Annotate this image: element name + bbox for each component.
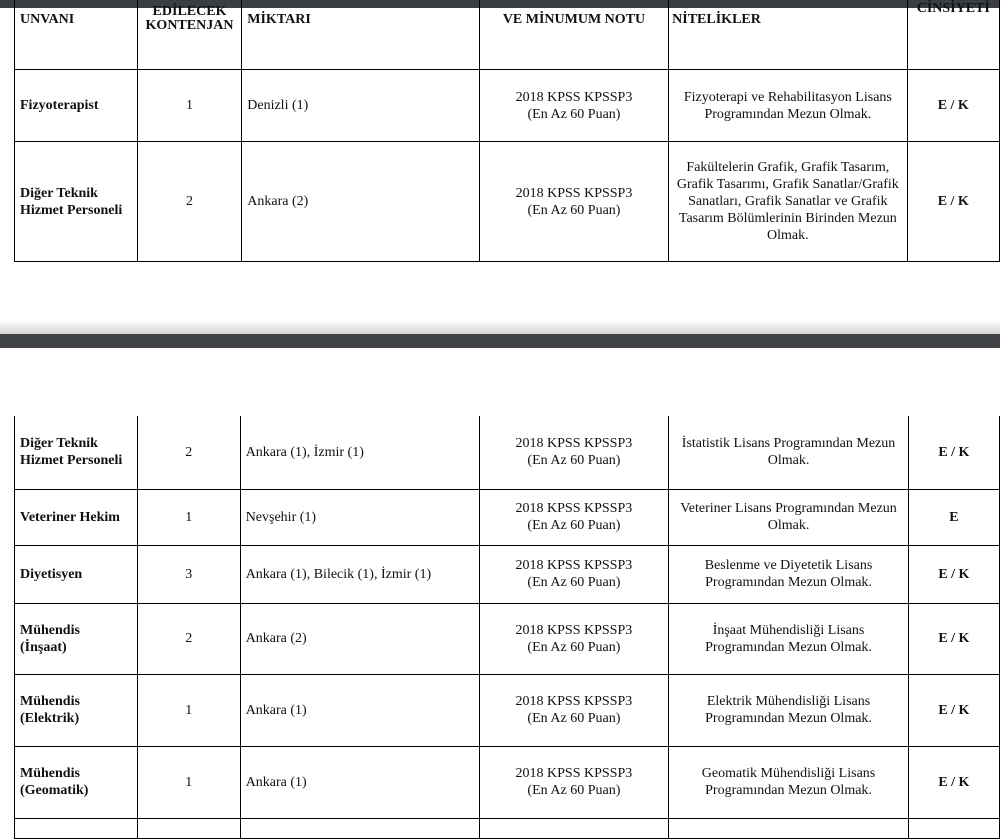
row-puan-line2: (En Az 60 Puan): [527, 639, 621, 655]
table-row: [15, 70, 1000, 142]
row-kontenjan: 1: [137, 674, 240, 746]
row-title-line1: Mühendis: [20, 694, 80, 709]
row-puan-line1: 2018 KPSS KPSSP3: [515, 89, 633, 105]
row-title: [15, 142, 138, 262]
row-kontenjan: 2: [137, 142, 241, 262]
row-kontenjan: 3: [137, 545, 240, 603]
row-title-line1: Diğer Teknik: [20, 436, 98, 452]
row-kontenjan: 1: [137, 489, 240, 545]
row-title: [15, 416, 138, 489]
row-nitelik: İnşaat Mühendisliği Lisans Programından Mezun Olmak.: [669, 603, 908, 674]
row-title-line1: Fizyoterapist: [20, 98, 99, 113]
row-cinsiyet: E / K: [908, 674, 999, 746]
row-nitelik: Fakültelerin Grafik, Grafik Tasarım, Grafik Tasarımı, Grafik Sanatlar/Grafik Sanatları, Grafik Sanatlar ve Grafik Tasarım Bölümlerinin Birinden Mezun Olmak.: [669, 142, 907, 262]
table-row: [15, 746, 1000, 818]
row-puan-line2: (En Az 60 Puan): [527, 783, 621, 798]
row-puan-line1: 2018 KPSS KPSSP3: [515, 558, 633, 573]
header-cinsiyeti: CİNSİYETİ: [907, 0, 999, 70]
row-kontenjan: 1: [137, 746, 240, 818]
row-title-line2: (İnşaat): [20, 639, 67, 655]
table-header-row: [15, 0, 1000, 70]
header-kontenjan: [137, 0, 241, 70]
page-separator-bar: [0, 334, 1000, 348]
row-cinsiyet: E / K: [908, 416, 999, 489]
row-title-line2: (Elektrik): [20, 711, 80, 726]
row-puan-line1: 2018 KPSS KPSSP3: [515, 436, 633, 452]
row-puan: [479, 489, 669, 545]
row-nitelik: Elektrik Mühendisliği Lisans Programından Mezun Olmak.: [669, 674, 908, 746]
row-nitelik: Geomatik Mühendisliği Lisans Programından Mezun Olmak.: [669, 746, 908, 818]
row-title-line1: Mühendis: [20, 622, 80, 638]
row-title-line1: Veteriner Hekim: [20, 509, 120, 525]
row-puan-line2: (En Az 60 Puan): [527, 202, 621, 218]
row-nitelik: Veteriner Lisans Programından Mezun Olmak.: [669, 489, 908, 545]
row-title: [15, 674, 138, 746]
row-puan: [479, 416, 669, 489]
row-yer: Ankara (1): [240, 674, 479, 746]
row-puan: [479, 746, 669, 818]
row-yer: Denizli (1): [242, 70, 480, 142]
table-row: [15, 545, 1000, 603]
row-yer: Ankara (1), İzmir (1): [240, 416, 479, 489]
row-yer: Ankara (1): [240, 746, 479, 818]
table-row: [15, 674, 1000, 746]
row-yer: Ankara (1), Bilecik (1), İzmir (1): [240, 545, 479, 603]
header-kontenjan-line2: KONTENJAN: [145, 18, 234, 33]
row-title-line2: Hizmet Personeli: [20, 453, 123, 469]
page-gap-shadow: [0, 320, 1000, 334]
row-puan-line2: (En Az 60 Puan): [527, 453, 621, 469]
header-kontenjan-line1: EDİLECEK: [152, 4, 227, 19]
row-title-line2: Hizmet Personeli: [20, 202, 123, 218]
header-unvani: UNVANI: [15, 0, 138, 70]
row-puan-line1: 2018 KPSS KPSSP3: [515, 501, 633, 516]
row-title-line1: Diyetisyen: [20, 566, 83, 582]
row-puan-line2: (En Az 60 Puan): [527, 106, 621, 122]
row-puan: [479, 70, 668, 142]
table-row: [15, 142, 1000, 262]
row-nitelik: İstatistik Lisans Programından Mezun Olmak.: [669, 416, 908, 489]
table-row: [15, 603, 1000, 674]
row-puan-line2: (En Az 60 Puan): [527, 711, 621, 726]
row-puan-line1: 2018 KPSS KPSSP3: [515, 766, 633, 781]
row-kontenjan: 1: [137, 70, 241, 142]
row-yer: Nevşehir (1): [240, 489, 479, 545]
row-title: [15, 70, 138, 142]
page-1-table: [14, 0, 1000, 262]
row-puan: [479, 545, 669, 603]
header-minimum-notu: VE MİNUMUM NOTU: [479, 0, 668, 70]
row-puan: [479, 142, 668, 262]
row-cinsiyet: E / K: [908, 545, 999, 603]
row-cinsiyet: E / K: [908, 746, 999, 818]
row-cinsiyet: E / K: [907, 142, 999, 262]
table-row-partial: [15, 818, 1000, 838]
row-title: [15, 545, 138, 603]
row-puan-line1: 2018 KPSS KPSSP3: [515, 694, 633, 709]
row-cinsiyet: E / K: [907, 70, 999, 142]
row-puan-line1: 2018 KPSS KPSSP3: [515, 185, 633, 201]
row-puan: [479, 674, 669, 746]
row-title-line2: (Geomatik): [20, 783, 89, 798]
table-row: [15, 416, 1000, 489]
row-puan-line2: (En Az 60 Puan): [527, 575, 621, 590]
row-puan-line1: 2018 KPSS KPSSP3: [515, 622, 633, 638]
row-puan-line2: (En Az 60 Puan): [527, 518, 621, 533]
row-puan: [479, 603, 669, 674]
row-kontenjan: 2: [137, 603, 240, 674]
header-miktari: MİKTARI: [242, 0, 480, 70]
row-nitelik: Beslenme ve Diyetetik Lisans Programından Mezun Olmak.: [669, 545, 908, 603]
table-row: [15, 489, 1000, 545]
row-yer: Ankara (2): [242, 142, 480, 262]
row-title-line1: Diğer Teknik: [20, 185, 98, 201]
row-nitelik: Fizyoterapi ve Rehabilitasyon Lisans Programından Mezun Olmak.: [669, 70, 907, 142]
row-yer: Ankara (2): [240, 603, 479, 674]
row-title: [15, 489, 138, 545]
row-kontenjan: 2: [137, 416, 240, 489]
page-2-table: [14, 416, 1000, 839]
row-title: [15, 746, 138, 818]
header-nitelikler: NİTELİKLER: [669, 0, 907, 70]
row-title-line1: Mühendis: [20, 766, 80, 781]
row-cinsiyet: E / K: [908, 603, 999, 674]
row-cinsiyet: E: [908, 489, 999, 545]
row-title: [15, 603, 138, 674]
